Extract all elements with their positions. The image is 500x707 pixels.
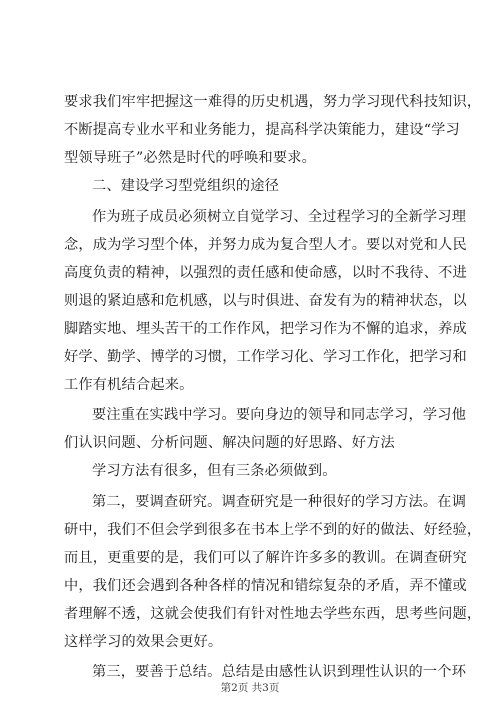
paragraph-line: 学习方法有很多，但有三条必须做到。 (92, 463, 337, 479)
paragraph-line: 不断提高专业水平和业务能力，提高科学决策能力，建设“学习 (64, 122, 460, 138)
paragraph-line: 脚踏实地、埋头苦干的工作作风，把学习作为不懈的追求，养成 (64, 321, 467, 337)
paragraph-line: 要注重在实践中学习。要向身边的领导和同志学习，学习他 (92, 407, 467, 423)
paragraph-line: 型领导班子”必然是时代的呼唤和要求。 (64, 150, 317, 166)
paragraph-line: 中，我们还会遇到各种各样的情况和错综复杂的矛盾，弄不懂或 (64, 578, 467, 594)
paragraph-line: 要求我们牢牢把握这一难得的历史机遇，努力学习现代科技知识， (64, 94, 482, 110)
paragraph-line: 好学、勤学、博学的习惯，工作学习化、学习工作化，把学习和 (64, 349, 467, 365)
paragraph-line: 而且，更重要的是，我们可以了解许许多多的教训。在调查研究 (64, 550, 467, 566)
paragraph-line: 者理解不透，这就会使我们有针对性地去学些东西，思考些问题， (64, 606, 482, 622)
paragraph-line: 第二，要调查研究。调查研究是一种很好的学习方法。在调 (92, 494, 467, 510)
paragraph-line: 作为班子成员必须树立自觉学习、全过程学习的全新学习理 (92, 209, 467, 225)
paragraph-line: 则退的紧迫感和危机感，以与时俱进、奋发有为的精神状态，以 (64, 293, 467, 309)
paragraph-line: 这样学习的效果会更好。 (64, 634, 223, 650)
paragraph-line: 高度负责的精神，以强烈的责任感和使命感，以时不我待、不进 (64, 265, 467, 281)
paragraph-line: 工作有机结合起来。 (64, 377, 194, 393)
paragraph-line: 研中，我们不但会学到很多在书本上学不到的好的做法、好经验， (64, 522, 482, 538)
paragraph-line: 念，成为学习型个体，并努力成为复合型人才。要以对党和人民 (64, 237, 467, 253)
paragraph-line: 们认识问题、分析问题、解决问题的好思路、好方法 (64, 435, 395, 451)
paragraph-line: 第三，要善于总结。总结是由感性认识到理性认识的一个环 (92, 664, 467, 680)
section-heading: 二、建设学习型党组织的途径 (92, 178, 280, 194)
page-number-footer: 第2页 共3页 (220, 682, 280, 694)
